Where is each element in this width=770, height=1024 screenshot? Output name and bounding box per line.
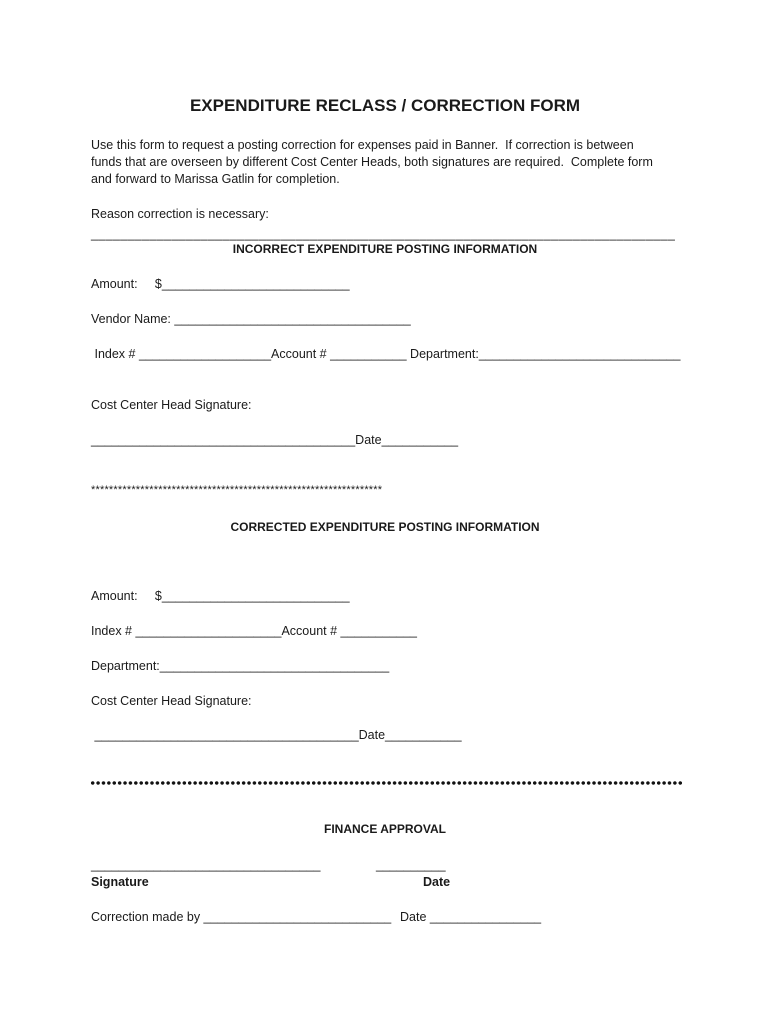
correction-date-field[interactable]: Date ________________ bbox=[400, 910, 542, 924]
intro-paragraph bbox=[91, 137, 691, 188]
form-title: EXPENDITURE RECLASS / CORRECTION FORM bbox=[189, 96, 581, 115]
corrected-department-field[interactable]: Department:_________________________________ bbox=[91, 659, 390, 673]
finance-signature-field[interactable]: _________________________________ bbox=[91, 858, 321, 872]
incorrect-vendor-field[interactable]: Vendor Name: __________________________________ bbox=[91, 312, 411, 326]
corrected-signature-date-field[interactable]: ______________________________________Date___________ bbox=[91, 728, 462, 742]
incorrect-signature-label: Cost Center Head Signature: bbox=[91, 398, 252, 412]
reason-label: Reason correction is necessary: bbox=[91, 207, 269, 221]
corrected-signature-label: Cost Center Head Signature: bbox=[91, 694, 252, 708]
corrected-amount-field[interactable]: Amount: $___________________________ bbox=[91, 589, 350, 603]
intro-line: Use this form to request a posting correction for expenses paid in Banner. If correction is between bbox=[91, 138, 634, 152]
intro-line: funds that are overseen by different Cost Center Heads, both signatures are required. Complete form bbox=[91, 155, 653, 169]
correction-made-by-field[interactable]: Correction made by ___________________________ bbox=[91, 910, 392, 924]
reason-field[interactable]: ________________________________________________________________________________ bbox=[91, 227, 676, 241]
finance-date-label: Date bbox=[423, 875, 451, 889]
section-separator-stars: ***************************************************************** bbox=[91, 484, 383, 496]
corrected-section-heading: CORRECTED EXPENDITURE POSTING INFORMATION bbox=[230, 520, 540, 534]
dotted-separator bbox=[90, 781, 682, 785]
finance-date-field[interactable]: __________ bbox=[376, 858, 446, 872]
incorrect-index-account-department-field[interactable]: Index # ___________________Account # ___________ Department:_____________________________ bbox=[91, 347, 681, 361]
incorrect-section-heading: INCORRECT EXPENDITURE POSTING INFORMATION bbox=[232, 242, 538, 256]
corrected-index-account-field[interactable]: Index # _____________________Account # ___________ bbox=[91, 624, 418, 638]
intro-line: and forward to Marissa Gatlin for completion. bbox=[91, 172, 340, 186]
incorrect-signature-date-field[interactable]: ______________________________________Date___________ bbox=[91, 433, 459, 447]
finance-signature-label: Signature bbox=[91, 875, 149, 889]
incorrect-amount-field[interactable]: Amount: $___________________________ bbox=[91, 277, 350, 291]
finance-approval-heading: FINANCE APPROVAL bbox=[323, 822, 446, 836]
